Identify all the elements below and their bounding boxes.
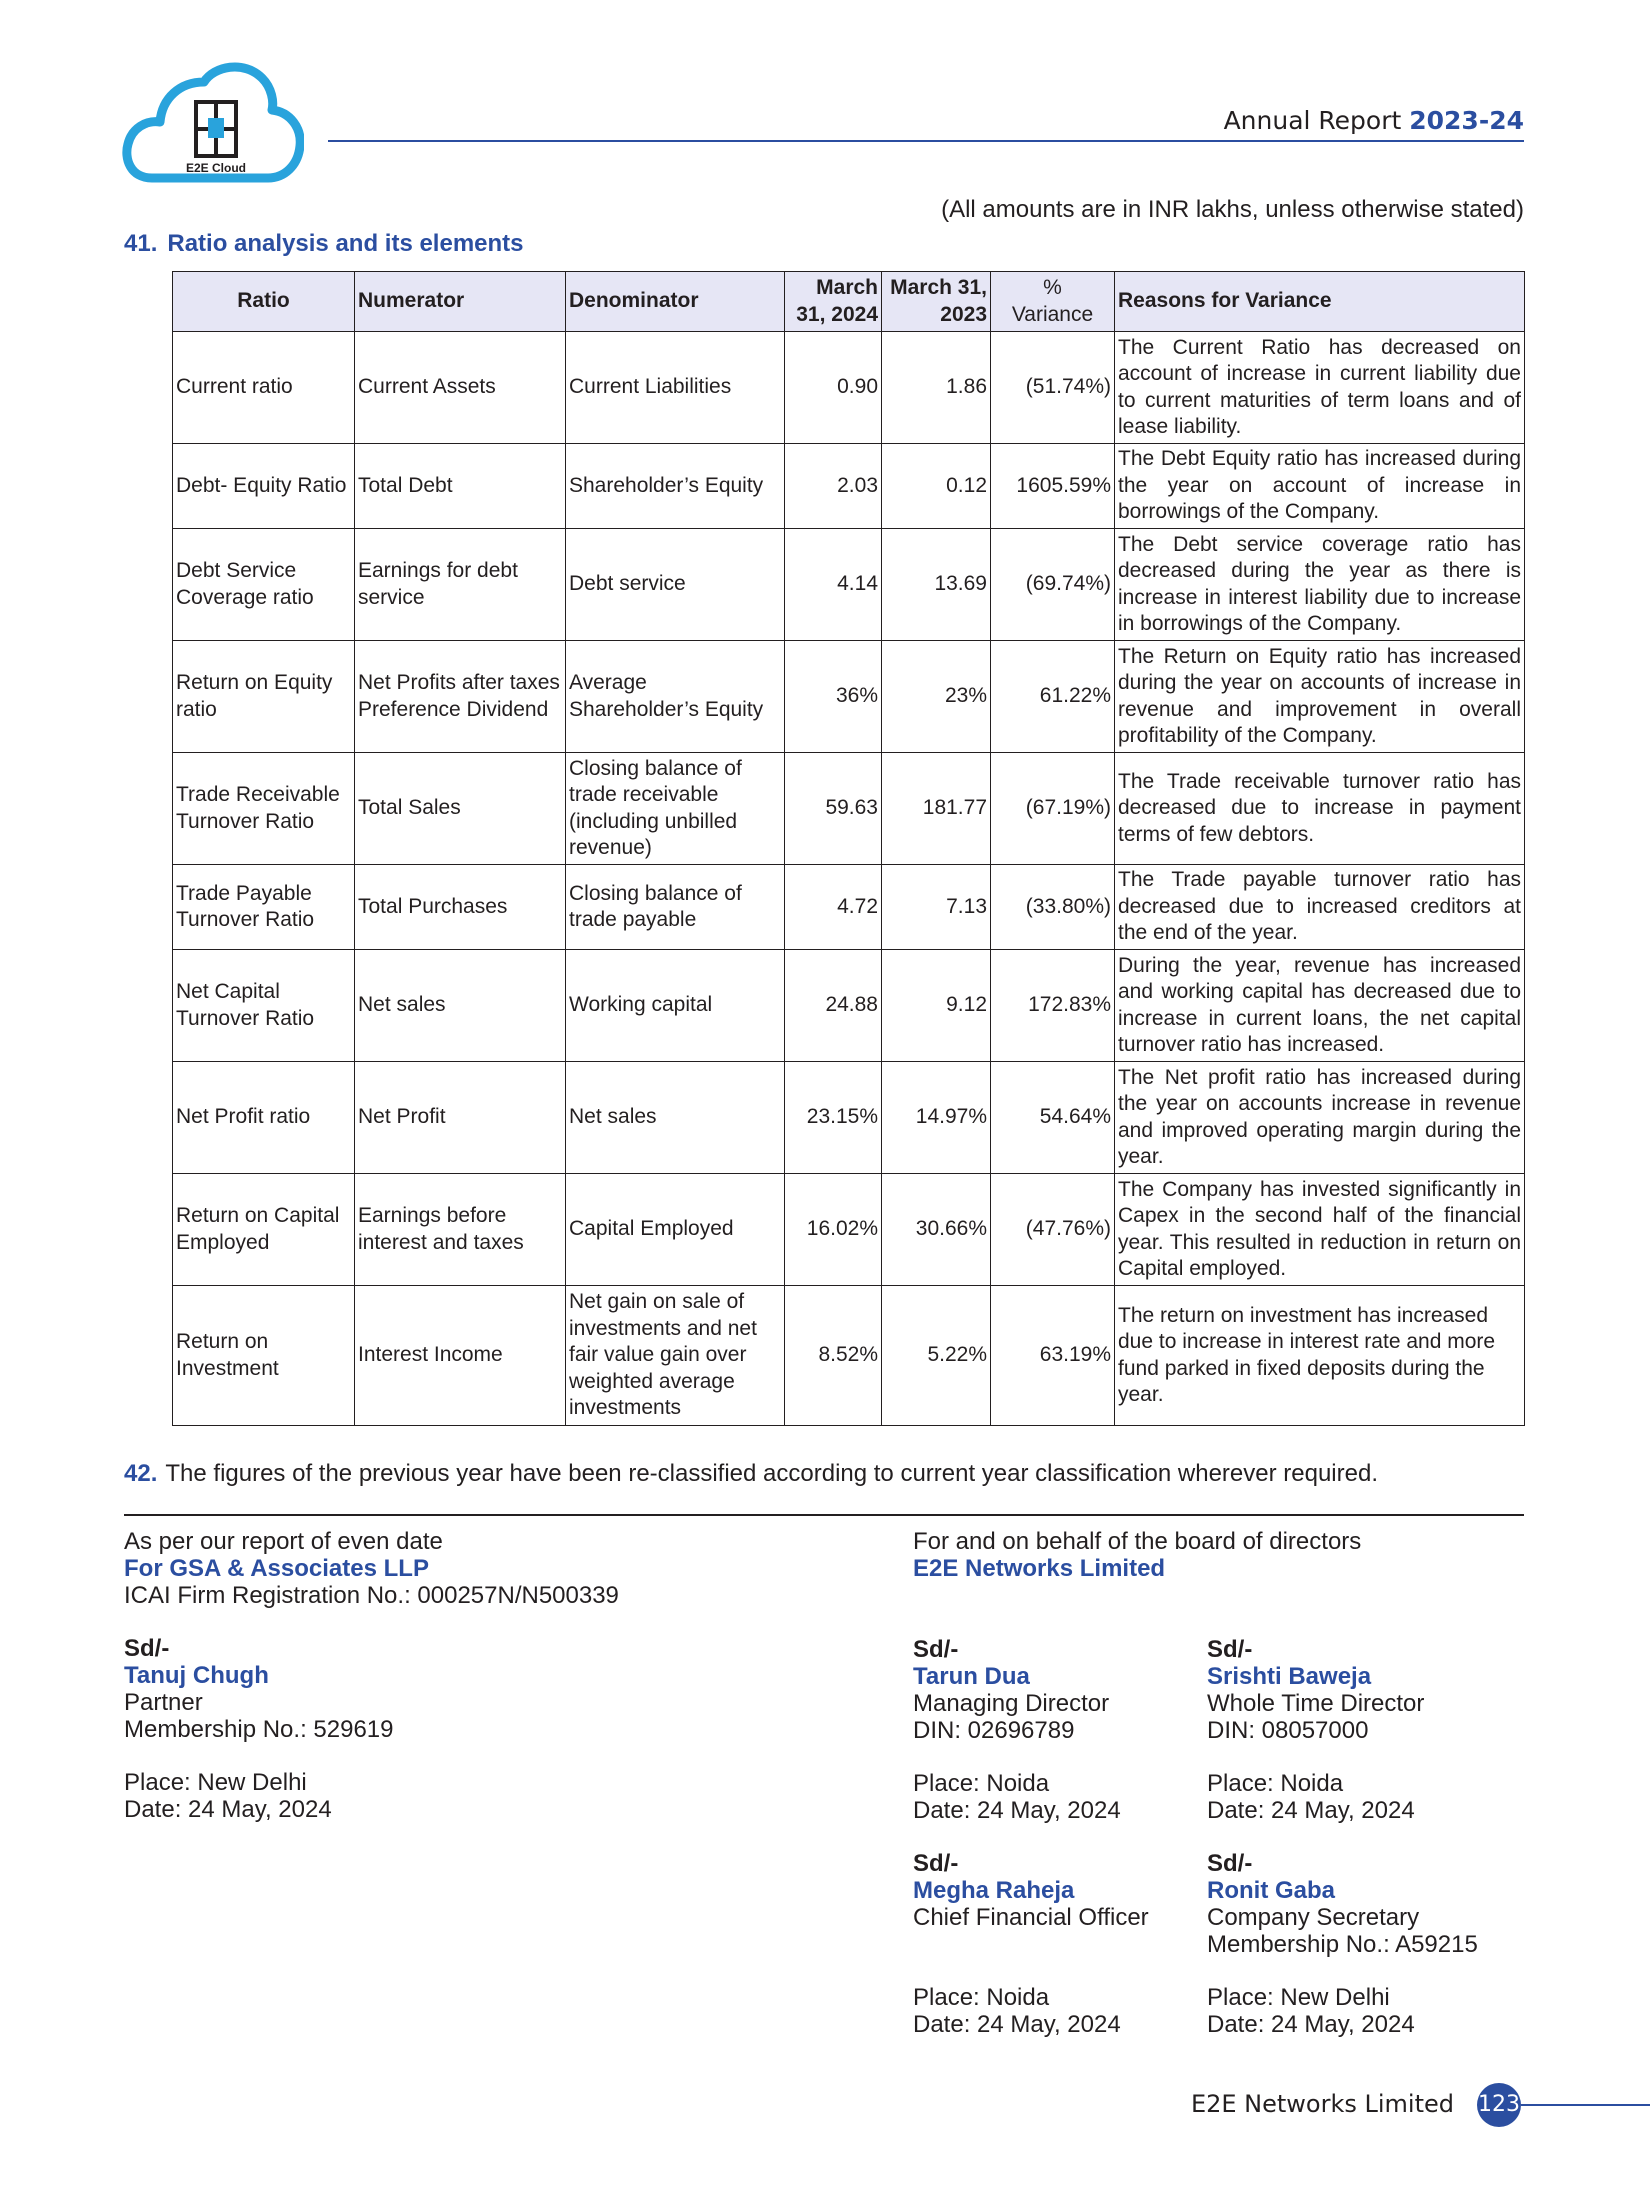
table-row [173,529,1525,641]
cell-variance: (51.74%) [991,332,1115,444]
signatory-id: DIN: 02696789 [913,1717,1075,1744]
cell-march-2024: 2.03 [785,444,882,529]
cell-ratio: Return on Capital Employed [173,1174,355,1286]
col-header-denominator: Denominator [566,272,785,332]
cell-ratio: Trade Receivable Turnover Ratio [173,753,355,865]
signatory-place: Place: Noida [1207,1770,1344,1797]
col-header-march-2024: March 31, 2024 [785,272,882,332]
cell-reason: The Return on Equity ratio has increased during the year on accounts of increase in revenue and improvement in overall profitability of the Company. [1115,641,1525,753]
signatory-sd: Sd/- [1207,1636,1253,1663]
col-header-numerator: Numerator [355,272,566,332]
signatory-srishti-baweja [1207,1636,1424,1824]
col-header-variance: % Variance [991,272,1115,332]
cell-numerator: Net sales [355,950,566,1062]
cell-march-2023: 0.12 [882,444,991,529]
auditor-sd: Sd/- [124,1635,170,1662]
ratio-analysis-table [172,271,1525,1426]
auditor-report-line: As per our report of even date [124,1528,443,1555]
cell-reason: During the year, revenue has increased and working capital has decreased due to increase in current loans, the net capital turnover ratio has increased. [1115,950,1525,1062]
signatory-role: Chief Financial Officer [913,1904,1149,1931]
cell-denominator: Closing balance of trade receivable (including unbilled revenue) [566,753,785,865]
cell-march-2023: 23% [882,641,991,753]
cell-reason: The Debt service coverage ratio has decreased during the year as there is increase in interest liability due to increase in borrowings of the Company. [1115,529,1525,641]
cell-march-2023: 13.69 [882,529,991,641]
cell-denominator: Closing balance of trade payable [566,865,785,950]
cell-ratio: Return on Investment [173,1286,355,1426]
cell-denominator: Working capital [566,950,785,1062]
auditor-firm: For GSA & Associates LLP [124,1555,429,1582]
board-company: E2E Networks Limited [913,1555,1166,1582]
signatory-role: Whole Time Director [1207,1690,1425,1717]
signatory-ronit-gaba [1207,1850,1478,2038]
auditor-role: Partner [124,1689,203,1716]
e2e-cloud-logo [122,58,304,186]
cell-march-2024: 16.02% [785,1174,882,1286]
cell-march-2023: 1.86 [882,332,991,444]
cell-march-2024: 23.15% [785,1062,882,1174]
footer-rule [1521,2104,1650,2106]
cell-variance: (67.19%) [991,753,1115,865]
table-row [173,332,1525,444]
cell-denominator: Shareholder’s Equity [566,444,785,529]
cell-numerator: Total Debt [355,444,566,529]
table-row [173,444,1525,529]
cell-numerator: Earnings before interest and taxes [355,1174,566,1286]
auditor-name: Tanuj Chugh [124,1662,269,1689]
cell-numerator: Total Sales [355,753,566,865]
cell-march-2023: 5.22% [882,1286,991,1426]
cell-denominator: Capital Employed [566,1174,785,1286]
cell-variance: (33.80%) [991,865,1115,950]
table-row [173,753,1525,865]
cell-march-2024: 59.63 [785,753,882,865]
signatory-date: Date: 24 May, 2024 [913,2011,1121,2038]
board-line: For and on behalf of the board of directors [913,1528,1362,1555]
signature-divider [124,1514,1524,1516]
cell-reason: The Net profit ratio has increased during the year on accounts increase in revenue and improved operating margin during the year. [1115,1062,1525,1174]
auditor-membership: Membership No.: 529619 [124,1716,394,1743]
cell-variance: (69.74%) [991,529,1115,641]
table-row [173,865,1525,950]
signatory-sd: Sd/- [913,1636,959,1663]
cell-numerator: Earnings for debt service [355,529,566,641]
auditor-registration: ICAI Firm Registration No.: 000257N/N500339 [124,1582,619,1609]
table-row [173,950,1525,1062]
table-row [173,641,1525,753]
cell-ratio: Current ratio [173,332,355,444]
cell-march-2024: 4.72 [785,865,882,950]
col-header-march-2023: March 31, 2023 [882,272,991,332]
cell-variance: 1605.59% [991,444,1115,529]
auditor-signature-block [124,1528,619,1823]
auditor-date: Date: 24 May, 2024 [124,1796,332,1823]
report-title: Annual Report 2023-24 [1223,106,1524,135]
cell-reason: The Trade receivable turnover ratio has decreased due to increase in payment terms of few debtors. [1115,753,1525,865]
cell-denominator: Debt service [566,529,785,641]
note-42: 42. The figures of the previous year have been re-classified according to current year classification wherever required. [124,1460,1378,1487]
board-heading-block [913,1528,1361,1582]
col-header-reasons: Reasons for Variance [1115,272,1525,332]
cell-variance: 61.22% [991,641,1115,753]
cell-numerator: Interest Income [355,1286,566,1426]
cell-march-2023: 181.77 [882,753,991,865]
signatory-name: Srishti Baweja [1207,1663,1372,1690]
cell-numerator: Current Assets [355,332,566,444]
cell-march-2024: 0.90 [785,332,882,444]
amounts-note: (All amounts are in INR lakhs, unless otherwise stated) [941,196,1524,223]
signatory-date: Date: 24 May, 2024 [1207,1797,1415,1824]
signatory-role: Company Secretary [1207,1904,1420,1931]
cell-march-2024: 36% [785,641,882,753]
cell-ratio: Debt- Equity Ratio [173,444,355,529]
cell-reason: The Trade payable turnover ratio has decreased due to increased creditors at the end of the year. [1115,865,1525,950]
signatory-name: Tarun Dua [913,1663,1030,1690]
cell-numerator: Total Purchases [355,865,566,950]
signatory-sd: Sd/- [1207,1850,1253,1877]
cell-variance: 172.83% [991,950,1115,1062]
signatory-id: DIN: 08057000 [1207,1717,1369,1744]
cell-variance: 54.64% [991,1062,1115,1174]
signatory-date: Date: 24 May, 2024 [913,1797,1121,1824]
cell-denominator: Net sales [566,1062,785,1174]
signatory-date: Date: 24 May, 2024 [1207,2011,1415,2038]
section-41-title: 41. Ratio analysis and its elements [124,230,524,257]
cell-ratio: Debt Service Coverage ratio [173,529,355,641]
signatory-id: Membership No.: A59215 [1207,1931,1478,1958]
cell-numerator: Net Profit [355,1062,566,1174]
cell-denominator: Net gain on sale of investments and net fair value gain over weighted average investments [566,1286,785,1426]
cell-variance: 63.19% [991,1286,1115,1426]
cell-denominator: Average Shareholder’s Equity [566,641,785,753]
signatory-place: Place: New Delhi [1207,1984,1390,2011]
cell-reason: The Current Ratio has decreased on account of increase in current liability due to current maturities of term loans and of lease liability. [1115,332,1525,444]
col-header-ratio: Ratio [173,272,355,332]
cell-ratio: Return on Equity ratio [173,641,355,753]
signatory-name: Megha Raheja [913,1877,1075,1904]
logo-text: E2E Cloud [185,161,247,175]
signatory-role: Managing Director [913,1690,1110,1717]
cell-march-2023: 7.13 [882,865,991,950]
header-rule [328,140,1524,142]
cell-denominator: Current Liabilities [566,332,785,444]
signatory-sd: Sd/- [913,1850,959,1877]
signatory-place: Place: Noida [913,1984,1050,2011]
cell-march-2024: 8.52% [785,1286,882,1426]
cell-march-2023: 30.66% [882,1174,991,1286]
cell-variance: (47.76%) [991,1174,1115,1286]
cell-numerator: Net Profits after taxes Preference Dividend [355,641,566,753]
cell-ratio: Net Profit ratio [173,1062,355,1174]
cell-march-2024: 24.88 [785,950,882,1062]
auditor-place: Place: New Delhi [124,1769,307,1796]
cell-ratio: Net Capital Turnover Ratio [173,950,355,1062]
table-row [173,1286,1525,1426]
table-row [173,1174,1525,1286]
signatory-name: Ronit Gaba [1207,1877,1336,1904]
cell-reason: The return on investment has increased due to increase in interest rate and more fund parked in fixed deposits during the year. [1115,1286,1525,1426]
signatory-megha-raheja [913,1850,1149,2038]
table-row [173,1062,1525,1174]
cell-reason: The Company has invested significantly in Capex in the second half of the financial year. This resulted in reduction in return on Capital employed. [1115,1174,1525,1286]
cell-reason: The Debt Equity ratio has increased during the year on account of increase in borrowings of the Company. [1115,444,1525,529]
cell-march-2024: 4.14 [785,529,882,641]
signatory-place: Place: Noida [913,1770,1050,1797]
signatory-tarun-dua [913,1636,1121,1824]
cell-march-2023: 14.97% [882,1062,991,1174]
cell-march-2023: 9.12 [882,950,991,1062]
page-number: 123 [1477,2083,1521,2127]
cell-ratio: Trade Payable Turnover Ratio [173,865,355,950]
report-year: 2023-24 [1409,106,1524,135]
table-header-row [173,272,1525,332]
footer-company: E2E Networks Limited [1190,2090,1454,2118]
